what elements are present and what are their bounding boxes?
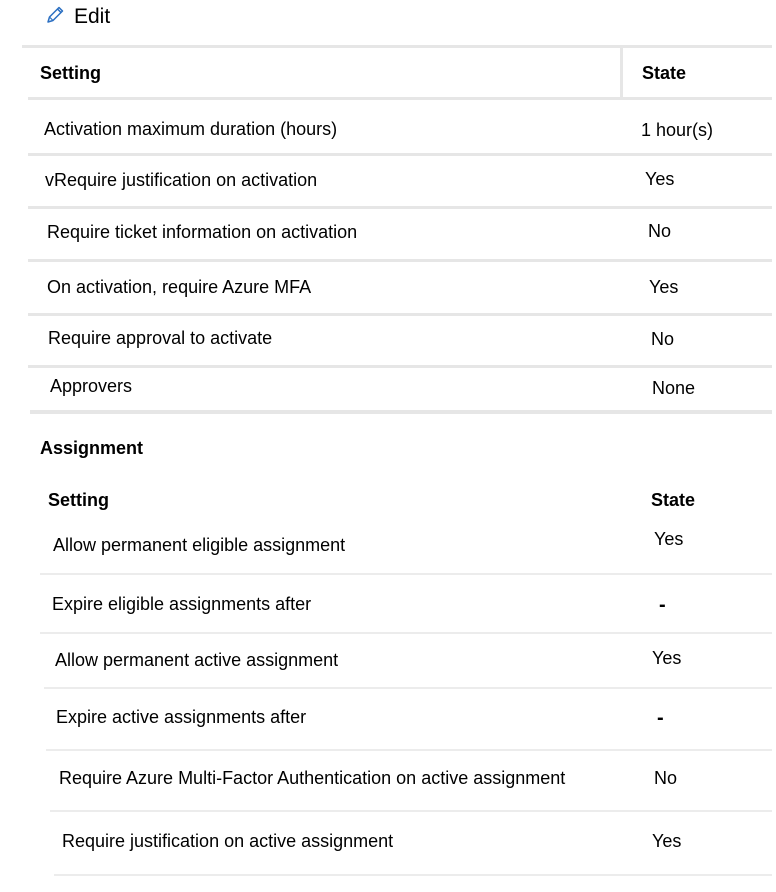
row-divider [40,632,772,634]
table-top-border [22,45,772,48]
state-allow-permanent-eligible: Yes [654,529,684,549]
state-expire-eligible-after: - [659,594,666,616]
state-expire-active-after: - [657,707,664,729]
row-divider [46,749,772,751]
setting-require-azure-mfa: On activation, require Azure MFA [47,277,312,297]
state-require-justification-activation: Yes [645,169,675,189]
column-header-setting[interactable]: Setting [48,490,109,510]
row-divider [28,313,772,316]
row-divider [40,573,772,575]
setting-expire-eligible-after: Expire eligible assignments after [52,594,312,614]
state-require-ticket-info: No [648,221,672,241]
setting-require-justification-active: Require justification on active assignment [62,831,394,851]
setting-activation-max-duration: Activation maximum duration (hours) [44,119,338,139]
setting-allow-permanent-active: Allow permanent active assignment [55,650,339,670]
state-approvers: None [652,378,696,398]
row-divider [28,259,772,262]
row-divider [54,874,772,876]
state-activation-max-duration: 1 hour(s) [641,120,714,140]
row-divider [44,687,772,689]
row-divider [28,153,772,156]
table-bottom-border [30,410,772,414]
state-allow-permanent-active: Yes [652,648,682,668]
setting-require-ticket-info: Require ticket information on activation [47,222,358,242]
column-resize-handle[interactable] [620,46,623,99]
row-divider [28,206,772,209]
row-divider [28,365,772,368]
column-header-setting[interactable]: Setting [40,63,101,83]
header-divider [28,97,772,100]
state-require-mfa-active: No [654,768,678,788]
setting-require-approval: Require approval to activate [48,328,273,348]
edit-label: Edit [74,5,111,28]
state-require-azure-mfa: Yes [649,277,679,297]
state-require-justification-active: Yes [652,831,682,851]
column-header-state[interactable]: State [651,490,696,510]
setting-expire-active-after: Expire active assignments after [56,707,307,727]
state-require-approval: No [651,329,675,349]
setting-allow-permanent-eligible: Allow permanent eligible assignment [53,535,346,555]
setting-require-justification-activation: vRequire justification on activation [45,170,318,190]
column-header-state[interactable]: State [642,63,687,83]
setting-approvers: Approvers [50,376,133,396]
row-divider [50,810,772,812]
setting-require-mfa-active: Require Azure Multi-Factor Authentication on active assignment [59,768,566,788]
edit-button[interactable] [44,3,110,31]
section-title-assignment: Assignment [40,438,144,458]
pencil-icon [44,4,66,31]
